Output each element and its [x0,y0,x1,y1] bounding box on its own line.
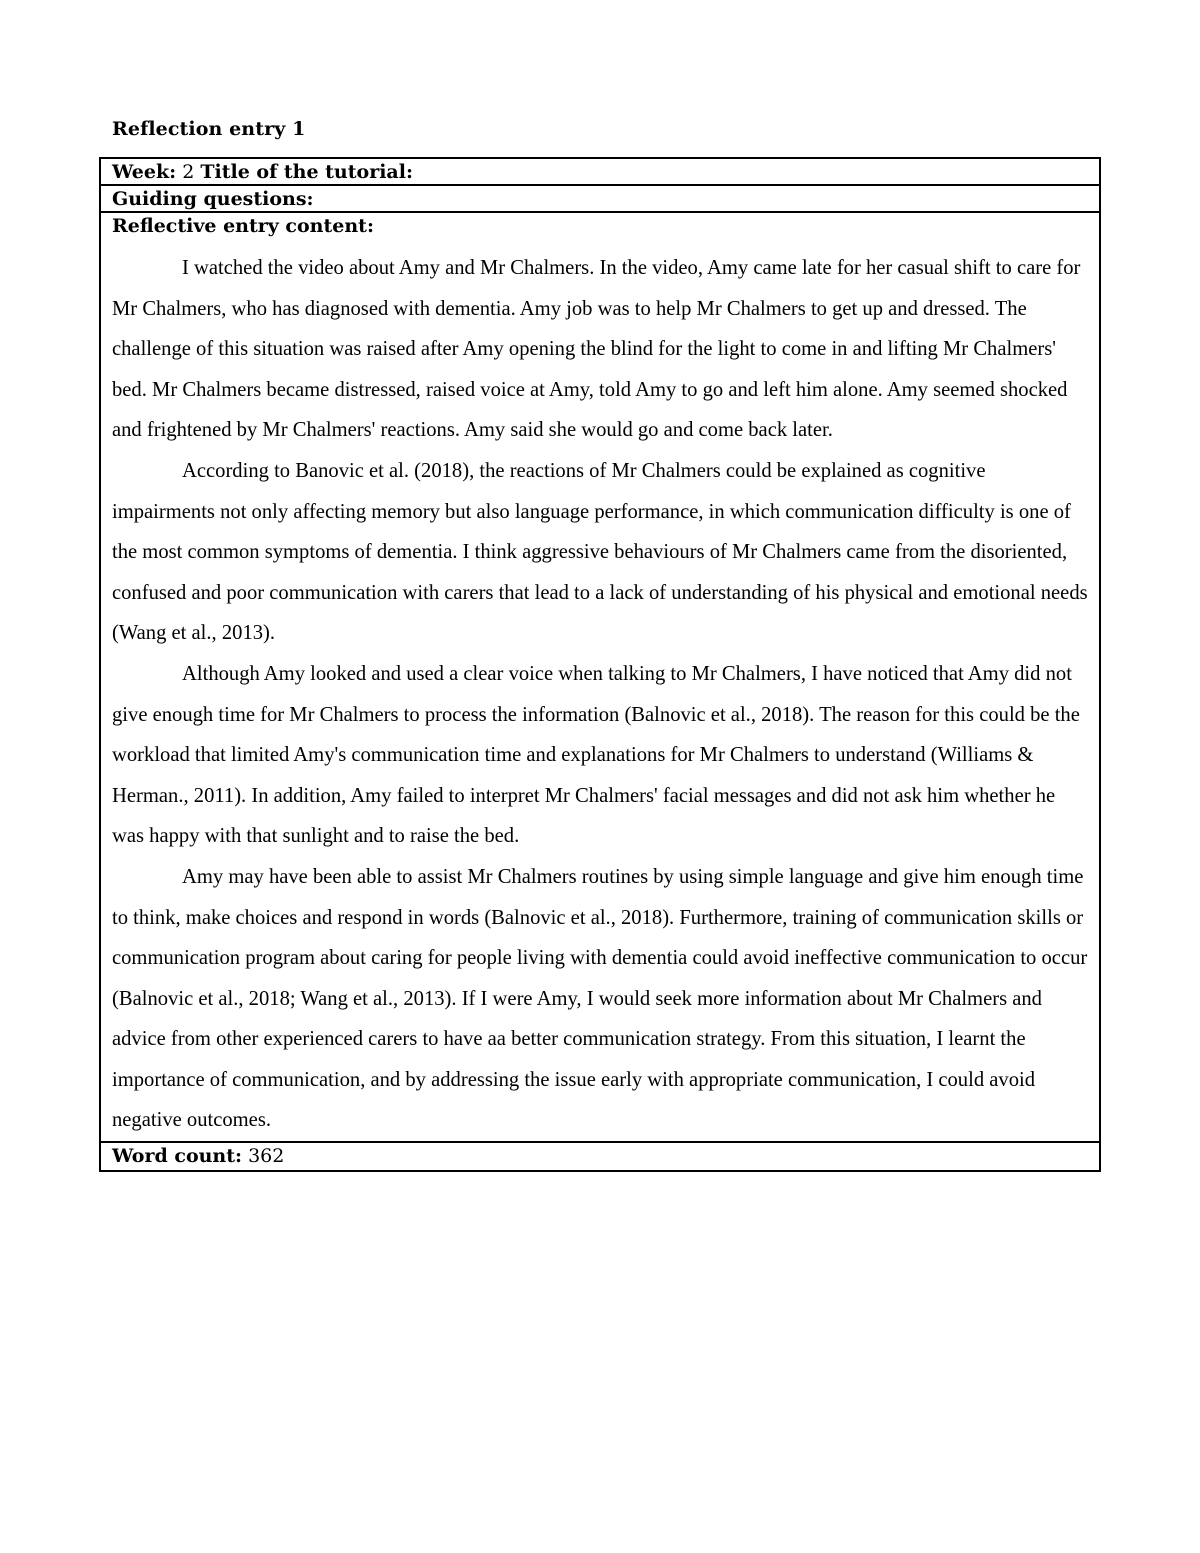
tutorial-title-label: Title of the tutorial: [200,161,413,183]
reflective-content-row [101,213,1099,1143]
content-label: Reflective entry content: [112,215,374,237]
word-count-value: 362 [248,1145,285,1168]
reflection-table [99,157,1101,1172]
guiding-questions-label: Guiding questions: [112,188,314,210]
paragraph-4: Amy may have been able to assist Mr Chalmers routines by using simple language and give him enough time to think, make choices and respond in words (Balnovic et al., 2018). Furthermore, training of communication skills or communication program about caring for people living with dementia could avoid ineffective communication to occur (Balnovic et al., 2018; Wang et al., 2013). If I were Amy, I would seek more information about Mr Chalmers and advice from other experienced carers to have aa better communication strategy. From this situation, I learnt the importance of communication, and by addressing the issue early with appropriate communication, I could avoid negative outcomes. [112,865,1088,1132]
page-title: Reflection entry 1 [112,118,306,140]
word-count-label: Word count: [112,1145,243,1168]
paragraph-3: Although Amy looked and used a clear voice when talking to Mr Chalmers, I have noticed that Amy did not give enough time for Mr Chalmers to process the information (Balnovic et al., 2018). The reason for this could be the workload that limited Amy's communication time and explanations for Mr Chalmers to understand (Williams & Herman., 2011). In addition, Amy failed to interpret Mr Chalmers' facial messages and did not ask him whether he was happy with that sunlight and to raise the bed. [112,662,1080,848]
week-value: 2 [182,161,195,183]
paragraph-2: According to Banovic et al. (2018), the reactions of Mr Chalmers could be explained as cognitive impairments not only affecting memory but also language performance, in which communication difficulty is one of the most common symptoms of dementia. I think aggressive behaviours of Mr Chalmers came from the disoriented, confused and poor communication with carers that lead to a lack of understanding of his physical and emotional needs (Wang et al., 2013). [112,459,1088,645]
word-count-row [101,1143,1099,1170]
guiding-questions-row [101,186,1099,213]
week-row [101,159,1099,186]
paragraph-1: I watched the video about Amy and Mr Chalmers. In the video, Amy came late for her casual shift to care for Mr Chalmers, who has diagnosed with dementia. Amy job was to help Mr Chalmers to get up and dressed. The challenge of this situation was raised after Amy opening the blind for the light to come in and lifting Mr Chalmers' bed. Mr Chalmers became distressed, raised voice at Amy, told Amy to go and left him alone. Amy seemed shocked and frightened by Mr Chalmers' reactions. Amy said she would go and come back later. [112,257,1081,442]
week-label: Week: [112,161,177,183]
